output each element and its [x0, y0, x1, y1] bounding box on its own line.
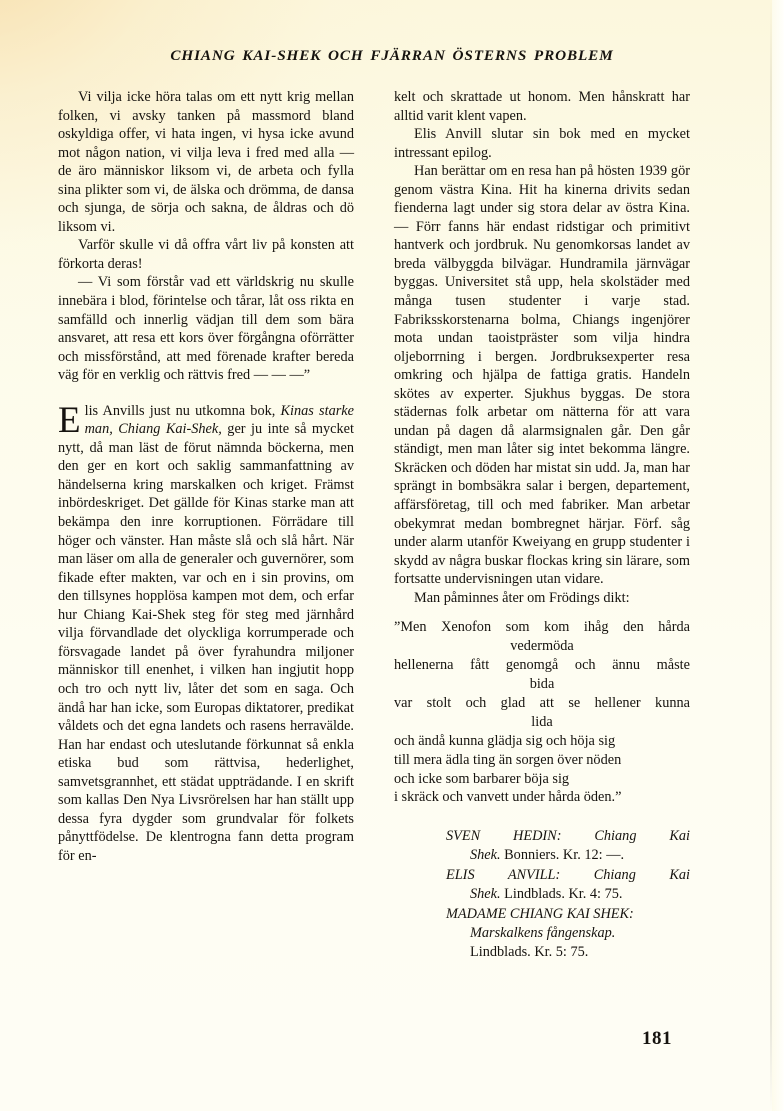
bibliography-publisher-price: Lindblads. Kr. 4: 75. — [500, 886, 623, 903]
paragraph-with-dropcap — [58, 399, 354, 866]
bibliography-title-cont: Shek. — [470, 886, 501, 903]
paragraph: Elis Anvill slutar sin bok med en mycket intressant epilog. — [394, 126, 690, 161]
bibliography-publisher-price: Lindblads. Kr. 5: 75. — [470, 943, 589, 960]
poem-line: var stolt och glad att se hellener kunna — [394, 694, 690, 711]
scan-edge-margin — [772, 0, 784, 1111]
left-text-column — [58, 88, 354, 865]
bibliography-entry — [446, 905, 690, 962]
poem-line: och ändå kunna glädja sig och höja sig — [394, 732, 616, 749]
bibliography-title: Chiang Kai — [593, 867, 690, 884]
paragraph: Han berättar om en resa han på hösten 1939 gör genom västra Kina. Hit ha kinerna drivits sedan fienderna lagt under sig stora delar av östra Kina. — Förr fanns här endast ridstigar och primitivt hantverk och jordbruk. Nu genomkorsas landet av breda välbyggda bilvägar. Hundramila järnvägar byggas. Universitet stå upp, hela skolstäder med många tusen studenter i varje stad. Fabriksskorstenarna bolma, Chiangs ingenjörer mota undan taoistpräster som vilja hindra oljeborrning i bergen. Jordbruksexperter resa omkring och hjälpa de fattiga gratis. Handeln skötes av experter. Sjukhus byggas. De stora städernas folk arbetar om nätterna för att vara undan på dagen då alarmsignalen går. Den går ständigt, men man låter sig intet bekomma längre. Skräcken och döden har mistat sin udd. Ja, man har sprängt in bombsäkra salar i bergen, departement, affärsföretag, till och med fabriker. Man arbetar obekymrat medan bombregnet härjar. Förf. såg under alarm utanför Kweiyang en grupp studenter i skydd av några buskar flockas kring sin lärare, som fortsatte undervisningen utan vidare. — [394, 163, 690, 588]
bibliography-list — [446, 827, 690, 961]
poem-line: till mera ädla ting än sorgen över nöden — [394, 751, 622, 768]
poem-line: ”Men Xenofon som kom ihåg den hårda — [394, 619, 690, 636]
poem-line: vedermöda — [510, 638, 574, 655]
poem-quotation — [394, 618, 690, 807]
page-number: 181 — [642, 1028, 672, 1049]
paragraph: — Vi som förstår vad ett världskrig nu skulle innebära i blod, förintelse och tårar, låt oss rikta en samfälld och innerlig vädjan till dem som bära ansvaret, att resa ett kors över förgångna oförrätter och missförstånd, att med förenade krafter bereda väg för en verklig och rättvis fred — — —” — [58, 274, 354, 384]
poem-line: bida — [529, 676, 555, 693]
bibliography-entry — [446, 827, 690, 865]
paragraph: Man påminnes åter om Frödings dikt: — [414, 589, 630, 606]
paragraph-text: ger ju inte så mycket nytt, då man läst de förut nämnda böckerna, men den ger en kort och saklig sammanfattning av händelserna kring marskalken och kriget. Främst inbördeskriget. Det gällde för Kinas starke man att bekämpa den inre korruptionen. Förrädare till höger och vänster. Han måste slå och slå hårt. När man läser om alla de generaler och guvernörer, som fikade efter makten, var och en i sin provins, om den tillsynes hopplösa kampen mot dem, och erfar hur Chiang Kai-Shek steg för steg med järnhård vilja förvandlade det olyckliga korrumperade och försvagade landet på över fyrahundra miljoner människor till enenhet, i vilken han ingjutit hopp och tro och nytt liv, låter det som en saga. Och ändå har han icke, som Europas diktatorer, predikat våldets och det egna landets och rasens herravälde. Han har endast och uteslutande förkunnat så enkla etiska bud som rättvisa, hederlighet, samvetsgrannhet, ett städat uppträdande. I en skrift som kallas Den Nya Livsrörelsen har han ställt upp dessa fyra dygder som grundvalar för folkets pånyttfödelse. De klentrogna fann detta program för en- — [58, 421, 354, 864]
bibliography-author: ELIS ANVILL: — [446, 867, 561, 884]
poem-line: och icke som barbarer böja sig — [394, 770, 570, 787]
paragraph-text: lis Anvills just nu utkomna bok, — [84, 402, 281, 419]
bibliography-title-cont: Marskalkens fångenskap. — [470, 924, 616, 941]
right-text-column — [394, 88, 690, 963]
body-columns — [58, 88, 706, 1048]
bibliography-entry — [446, 866, 690, 904]
poem-line: i skräck och vanvett under hårda öden.” — [394, 789, 622, 806]
bibliography-publisher-price: Bonniers. Kr. 12: —. — [500, 847, 625, 864]
book-title-italic: Kinas starke man, Chiang Kai-Shek, — [84, 402, 354, 438]
bibliography-title-cont: Shek. — [470, 847, 501, 864]
bibliography-author: MADAME CHIANG KAI SHEK: — [446, 906, 634, 922]
running-head: CHIANG KAI-SHEK OCH FJÄRRAN ÖSTERNS PROBLEM — [170, 47, 614, 64]
drop-cap-letter: E — [58, 399, 81, 441]
poem-line: lida — [531, 713, 553, 730]
bibliography-author: SVEN HEDIN: — [446, 828, 562, 845]
paragraph: Varför skulle vi då offra vårt liv på konsten att förkorta deras! — [58, 237, 354, 272]
bibliography-title: Chiang Kai — [594, 828, 690, 845]
paragraph: Vi vilja icke höra talas om ett nytt krig mellan folken, vi avsky tanken på massmord bland oskyldiga offer, vi hata ingen, vi hysa icke avund mot någon nation, vi vilja leva i fred med alla — de äro människor liksom vi, de arbeta och fylla sina plikter som vi, de älska och drömma, de dansa och sjunga, de sörja och sakna, de åldras och dö liksom vi. — [58, 89, 354, 235]
poem-line: hellenerna fått genomgå och ännu måste — [394, 657, 690, 674]
paragraph: kelt och skrattade ut honom. Men hånskratt har alltid varit klent vapen. — [394, 89, 690, 124]
